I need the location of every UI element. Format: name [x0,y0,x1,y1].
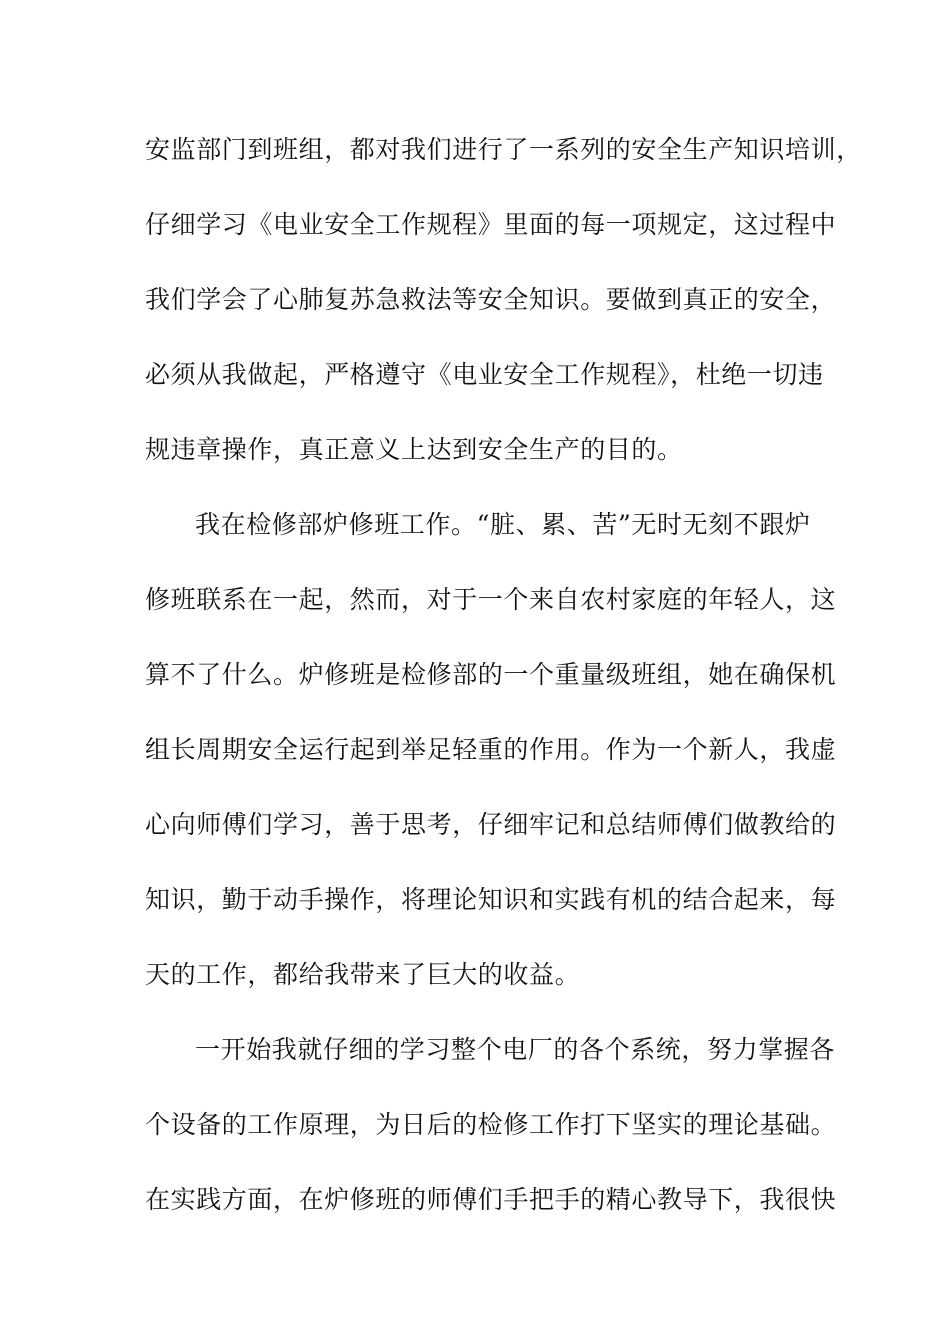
text-line: 仔细学习《电业安全工作规程》里面的每一项规定，这过程中 [145,210,837,239]
text-line: 在实践方面，在炉修班的师傅们手把手的精心教导下，我很快 [145,1185,837,1214]
text-line: 我们学会了心肺复苏急救法等安全知识。要做到真正的安全， [145,285,837,314]
text-line: 安监部门到班组，都对我们进行了一系列的安全生产知识培训， [145,135,862,164]
paragraph-first-line: 一开始我就仔细的学习整个电厂的各个系统，努力掌握各 [195,1035,836,1064]
text-line: 心向师傅们学习，善于思考，仔细牢记和总结师傅们做教给的 [145,810,837,839]
text-line: 必须从我做起，严格遵守《电业安全工作规程》，杜绝一切违 [145,360,824,389]
text-line: 个设备的工作原理，为日后的检修工作打下坚实的理论基础。 [145,1110,837,1139]
text-line: 知识，勤于动手操作，将理论知识和实践有机的结合起来，每 [145,885,837,914]
text-line: 天的工作，都给我带来了巨大的收益。 [145,960,581,989]
text-line: 组长周期安全运行起到举足轻重的作用。作为一个新人，我虚 [145,735,837,764]
paragraph-first-line: 我在检修部炉修班工作。“脏、累、苦”无时无刻不跟炉 [195,510,811,539]
text-line: 修班联系在一起，然而，对于一个来自农村家庭的年轻人，这 [145,585,837,614]
text-line: 算不了什么。炉修班是检修部的一个重量级班组，她在确保机 [145,660,837,689]
text-line: 规违章操作，真正意义上达到安全生产的目的。 [145,435,683,464]
